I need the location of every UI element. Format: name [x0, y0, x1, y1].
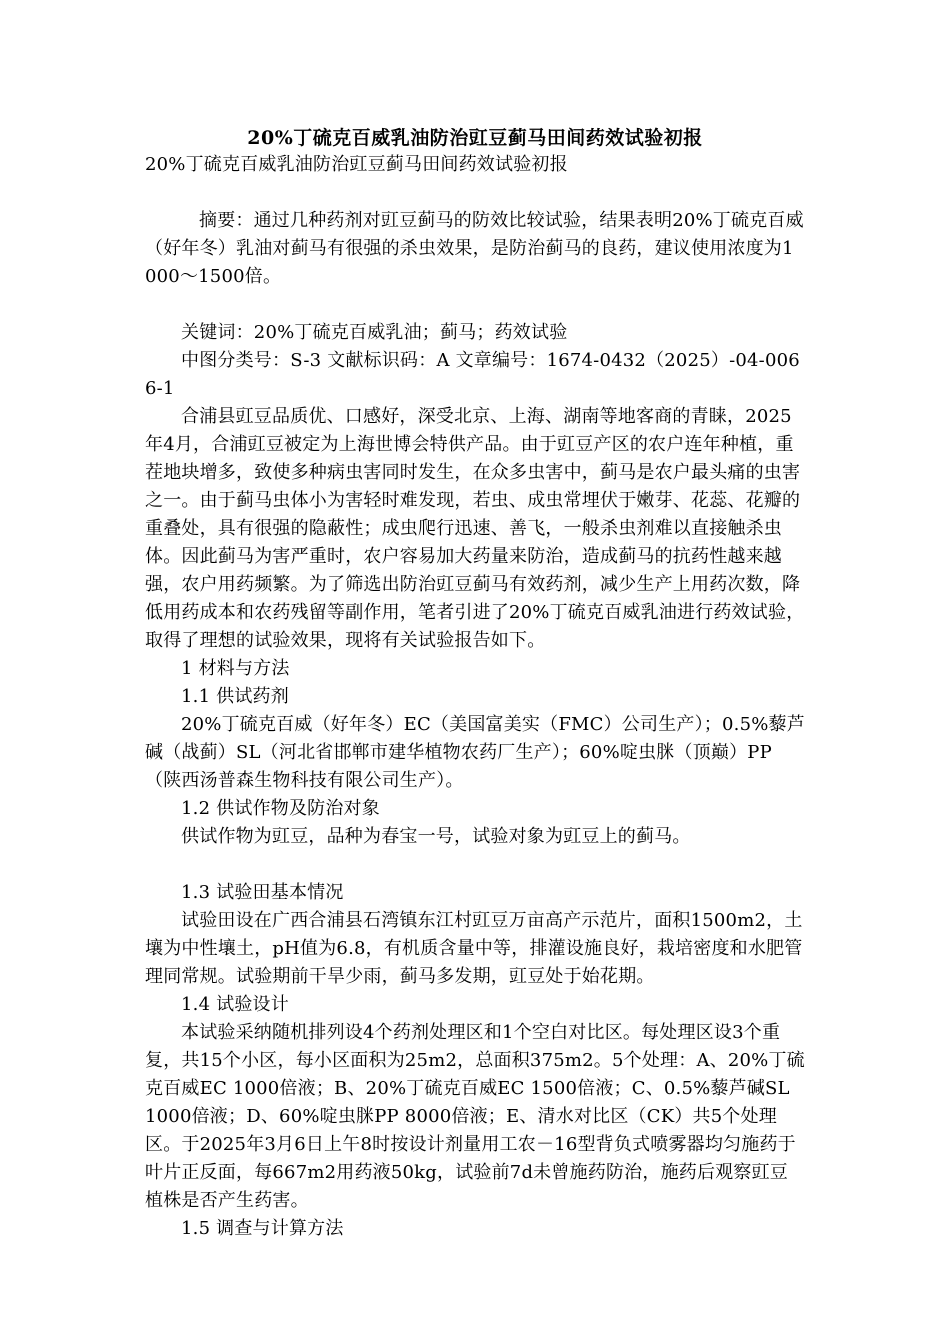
section-heading-1-1: 1.1 供试药剂 [181, 686, 289, 707]
blank-line [145, 851, 805, 879]
classification-paragraph: 中图分类号：S-3 文献标识码：A 文章编号：1674-0432（2025）-04-0066-1 [145, 350, 800, 399]
keywords-paragraph: 关键词：20%丁硫克百威乳油；蓟马；药效试验 [181, 322, 568, 343]
document-title: 20%丁硫克百威乳油防治豇豆蓟马田间药效试验初报 [247, 127, 703, 149]
abstract-paragraph: 摘要：通过几种药剂对豇豆蓟马的防效比较试验，结果表明20%丁硫克百威（好年冬）乳油对蓟马有很强的杀虫效果，是防治蓟马的良药，建议使用浓度为1000～1500倍。 [145, 210, 804, 287]
section-heading-1-5: 1.5 调查与计算方法 [181, 1218, 344, 1239]
intro-paragraph: 合浦县豇豆品质优、口感好，深受北京、上海、湖南等地客商的青睐，2025年4月，合浦豇豆被定为上海世博会特供产品。由于豇豆产区的农户连年种植，重茬地块增多，致使多种病虫害同时发生，在众多虫害中，蓟马是农户最头痛的虫害之一。由于蓟马虫体小为害轻时难发现，若虫、成虫常埋伏于嫩芽、花蕊、花瓣的重叠处，具有很强的隐蔽性；成虫爬行迅速、善飞，一般杀虫剂难以直接触杀虫体。因此蓟马为害严重时，农户容易加大药量来防治，造成蓟马的抗药性越来越强，农户用药频繁。为了筛选出防治豇豆蓟马有效药剂，减少生产上用药次数，降低用药成本和农药残留等副作用，笔者引进了20%丁硫克百威乳油进行药效试验，取得了理想的试验效果，现将有关试验报告如下。 [145, 406, 805, 651]
section-1-1-paragraph: 20%丁硫克百威（好年冬）EC（美国富美实（FMC）公司生产）；0.5%藜芦碱（战蓟）SL（河北省邯郸市建华植物农药厂生产）；60%啶虫脒（顶巅）PP（陕西汤普森生物科技有限公司生产）。 [145, 714, 805, 791]
document-body [145, 151, 805, 1243]
section-heading-1: 1 材料与方法 [181, 658, 290, 679]
section-heading-1-2: 1.2 供试作物及防治对象 [181, 798, 380, 819]
document-subtitle: 20%丁硫克百威乳油防治豇豆蓟马田间药效试验初报 [145, 154, 568, 175]
blank-line [145, 179, 805, 207]
section-1-3-paragraph: 试验田设在广西合浦县石湾镇东江村豇豆万亩高产示范片，面积1500m2，土壤为中性壤土，pH值为6.8，有机质含量中等，排灌设施良好，栽培密度和水肥管理同常规。试验期前干旱少雨，蓟马多发期，豇豆处于始花期。 [145, 910, 803, 987]
blank-line [145, 291, 805, 319]
section-heading-1-3: 1.3 试验田基本情况 [181, 882, 344, 903]
section-1-4-paragraph: 本试验采纳随机排列设4个药剂处理区和1个空白对比区。每处理区设3个重复，共15个小区，每小区面积为25m2，总面积375m2。5个处理：A、20%丁硫克百威EC 1000倍液；B、20%丁硫克百威EC 1500倍液；C、0.5%藜芦碱SL 1000倍液；D、60%啶虫脒PP 8000倍液；E、清水对比区（CK）共5个处理区。于2025年3月6日上午8时按设计剂量用工农－16型背负式喷雾器均匀施药于叶片正反面，每667m2用药液50kg，试验前7d未曾施药防治，施药后观察豇豆植株是否产生药害。 [145, 1022, 805, 1211]
section-heading-1-4: 1.4 试验设计 [181, 994, 289, 1015]
section-1-2-paragraph: 供试作物为豇豆，品种为春宝一号，试验对象为豇豆上的蓟马。 [181, 826, 691, 847]
